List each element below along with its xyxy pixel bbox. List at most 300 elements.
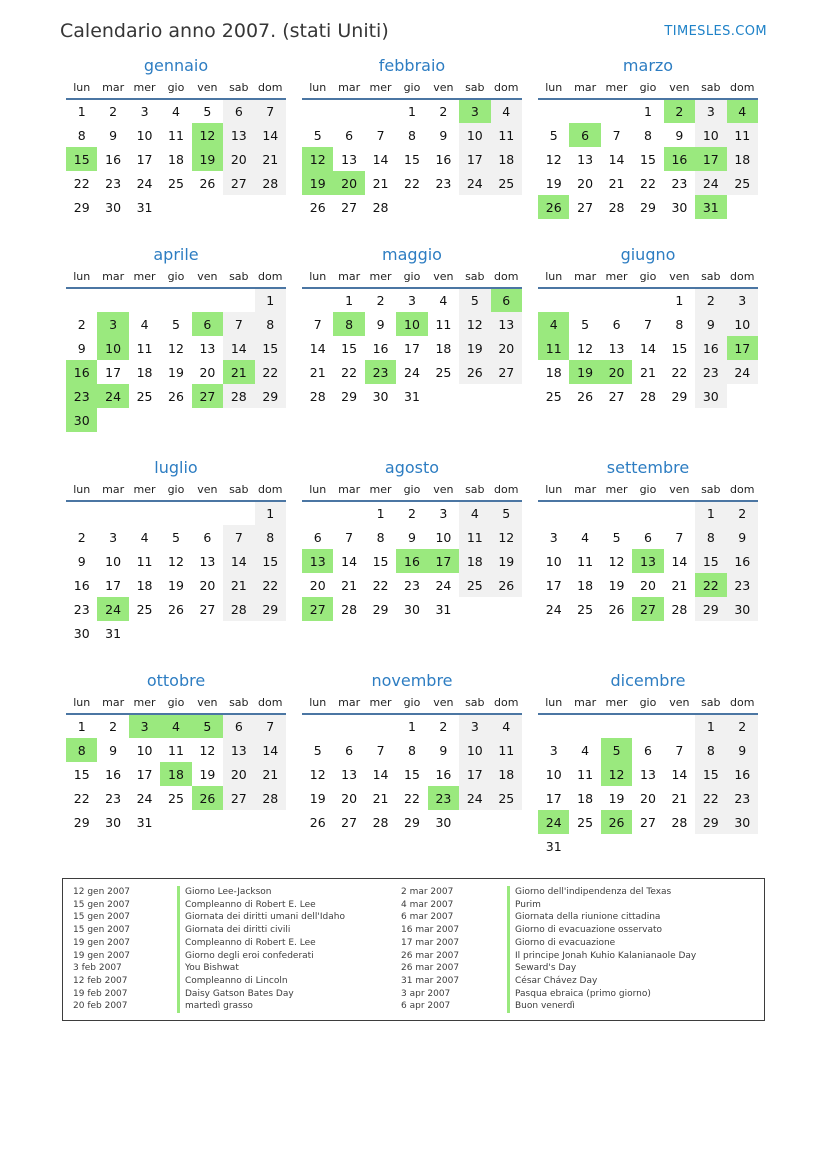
day-cell: 10 [435,529,452,545]
day-cell: 17 [459,147,490,171]
week-row [538,738,758,762]
day-cell: 16 [727,762,758,786]
day-cell: 6 [644,529,652,545]
day-cell: 1 [408,104,416,119]
day-cell: 13 [223,738,254,762]
month-table [302,480,522,621]
day-cell [459,195,490,219]
day-cell: 13 [341,151,358,167]
month-title: gennaio [143,56,209,75]
day-cell: 23 [105,790,122,806]
legend-date: 26 mar 2007 [401,963,460,974]
week-row [302,123,522,147]
day-cell [66,501,97,525]
week-row [302,786,522,810]
day-cell: 30 [105,199,122,215]
day-cell: 12 [545,151,562,167]
weekday-header: mer [601,480,632,501]
day-cell: 1 [77,104,86,119]
day-cell [491,810,522,834]
day-cell [601,714,632,738]
day-cell: 10 [396,312,427,336]
day-cell: 19 [608,790,625,806]
weekday-header: mar [97,267,128,288]
day-cell: 28 [608,199,625,215]
weekday-header: sab [459,693,490,714]
day-cell: 5 [491,501,522,525]
month-table [302,78,522,219]
legend-event: Compleanno di Robert E. Lee [177,899,401,912]
month-maggio [302,245,522,408]
day-cell: 25 [491,171,522,195]
day-cell: 15 [695,549,726,573]
day-cell: 14 [255,738,286,762]
day-cell [160,288,191,312]
day-cell: 13 [608,340,625,356]
day-cell: 6 [569,123,600,147]
page-title: Calendario anno 2007. (stati Uniti) [60,20,389,42]
legend-event: Giorno dell'indipendenza del Texas [507,886,754,899]
day-cell [365,714,396,738]
day-cell: 22 [255,360,286,384]
month-title: agosto [384,458,440,477]
day-cell: 15 [341,340,358,356]
day-cell: 22 [73,175,90,191]
day-cell: 8 [408,127,416,143]
day-cell: 16 [695,336,726,360]
weekday-header: lun [538,78,569,99]
weekday-header: mar [333,267,364,288]
day-cell: 13 [223,123,254,147]
day-cell: 26 [199,175,216,191]
day-cell: 24 [136,790,153,806]
weekday-header: gio [632,693,663,714]
day-cell: 30 [695,384,726,408]
weekday-header: mer [601,693,632,714]
day-cell: 27 [223,171,254,195]
day-cell: 1 [408,719,416,734]
week-row [302,810,522,834]
month-table [302,267,522,408]
day-cell: 17 [727,336,758,360]
week-row [538,525,758,549]
day-cell: 10 [545,766,562,782]
day-cell: 1 [255,501,286,525]
day-cell [160,810,191,834]
day-cell: 16 [66,360,97,384]
day-cell [333,501,364,525]
week-row [302,597,522,621]
day-cell: 11 [168,742,184,758]
weekday-header: dom [727,78,758,99]
day-cell: 9 [695,312,726,336]
weekday-header: gio [160,480,191,501]
weekday-header: ven [192,480,223,501]
month-title: dicembre [610,671,686,690]
weekday-header: mer [601,78,632,99]
weekday-header: mar [97,480,128,501]
month-table [66,78,286,219]
day-cell: 19 [569,360,600,384]
day-cell: 24 [459,171,490,195]
day-cell: 18 [577,577,594,593]
legend-date: 6 mar 2007 [401,912,454,923]
day-cell: 13 [199,553,216,569]
month-table [66,480,286,645]
week-row [302,384,522,408]
day-cell: 2 [109,719,118,734]
day-cell [129,288,160,312]
day-cell: 17 [136,766,153,782]
day-cell [192,810,223,834]
day-cell: 2 [77,529,86,545]
day-cell: 21 [255,762,286,786]
legend-event: Giornata dei diritti umani dell'Idaho [177,911,401,924]
day-cell: 13 [632,549,663,573]
weekday-header: sab [695,267,726,288]
day-cell: 29 [640,199,656,215]
day-cell [302,99,333,123]
day-cell: 10 [459,123,490,147]
legend-date: 19 gen 2007 [73,937,131,948]
day-cell: 28 [223,597,254,621]
month-gennaio [66,56,286,219]
week-row [538,834,758,858]
day-cell: 22 [73,790,90,806]
day-cell: 3 [408,293,416,308]
day-cell: 6 [223,99,254,123]
day-cell: 7 [644,316,652,332]
weekday-header: sab [459,267,490,288]
week-row [538,288,758,312]
day-cell: 25 [459,573,490,597]
day-cell [192,195,223,219]
day-cell [491,384,522,408]
weekday-header: lun [302,480,333,501]
day-cell [302,714,333,738]
weekday-header: gio [632,480,663,501]
month-table [302,693,522,834]
day-cell: 10 [695,123,726,147]
day-cell: 2 [439,719,448,734]
legend-date: 26 mar 2007 [401,950,460,961]
legend-event: Compleanno di Lincoln [177,975,401,988]
week-row [538,786,758,810]
day-cell: 23 [404,577,420,593]
day-cell: 30 [372,388,389,404]
day-cell: 25 [491,786,522,810]
week-row [66,714,286,738]
week-row [538,501,758,525]
day-cell: 15 [695,762,726,786]
day-cell: 19 [545,175,562,191]
day-cell [538,288,569,312]
week-row [302,762,522,786]
day-cell: 24 [97,384,128,408]
day-cell: 9 [376,316,385,332]
months-grid [0,42,827,858]
weekday-header: lun [538,267,569,288]
day-cell: 14 [341,553,358,569]
day-cell: 24 [136,175,153,191]
weekday-header: ven [192,693,223,714]
day-cell: 29 [73,814,90,830]
day-cell [255,621,286,645]
day-cell [160,408,191,432]
week-row [66,360,286,384]
day-cell [302,501,333,525]
month-table [538,480,758,621]
day-cell [459,810,490,834]
day-cell: 27 [491,360,522,384]
day-cell: 12 [309,766,326,782]
weekday-header: dom [255,78,286,99]
week-row [66,336,286,360]
day-cell [601,99,632,123]
day-cell: 22 [404,790,420,806]
day-cell: 21 [341,577,358,593]
weekday-header: mer [129,480,160,501]
day-cell [569,834,600,858]
legend-date: 31 mar 2007 [401,975,460,986]
legend-row [73,924,754,937]
day-cell: 26 [601,810,632,834]
week-row [302,573,522,597]
day-cell: 3 [97,312,128,336]
month-marzo [538,56,758,219]
legend-row [73,911,754,924]
day-cell: 18 [491,762,522,786]
day-cell: 29 [695,810,726,834]
day-cell: 7 [675,742,684,758]
day-cell [459,597,490,621]
legend-date: 4 mar 2007 [401,899,454,910]
weekday-header: mar [569,78,600,99]
weekday-header: gio [632,267,663,288]
day-cell: 23 [695,360,726,384]
day-cell: 19 [459,336,490,360]
day-cell [255,408,286,432]
day-cell: 12 [577,340,594,356]
legend-row [73,975,754,988]
week-row [538,384,758,408]
day-cell [727,384,758,408]
month-title: maggio [382,245,442,264]
legend-date: 15 gen 2007 [73,899,131,910]
day-cell: 10 [545,553,562,569]
day-cell [632,288,663,312]
week-row [66,573,286,597]
day-cell: 10 [136,742,153,758]
day-cell: 3 [109,529,118,545]
page-header [0,0,827,42]
day-cell: 11 [136,340,153,356]
day-cell: 8 [675,316,684,332]
legend-event: You Bishwat [177,962,401,975]
week-row [66,786,286,810]
weekday-header: sab [223,480,254,501]
day-cell: 8 [695,525,726,549]
day-cell: 12 [459,312,490,336]
day-cell: 30 [727,597,758,621]
weekday-header: mer [601,267,632,288]
month-table [66,267,286,432]
legend-date: 15 gen 2007 [73,925,131,936]
day-cell: 5 [203,104,212,119]
week-row [66,525,286,549]
weekday-header: ven [664,693,695,714]
day-cell: 19 [309,790,326,806]
week-row [302,171,522,195]
week-row [538,810,758,834]
day-cell: 24 [435,577,452,593]
day-cell: 16 [435,151,452,167]
legend-event: Giornata dei diritti civili [177,924,401,937]
day-cell: 12 [168,553,184,569]
day-cell: 8 [644,127,652,143]
day-cell: 2 [439,104,448,119]
day-cell: 17 [105,577,122,593]
day-cell: 15 [73,766,90,782]
day-cell: 11 [435,316,452,332]
week-row [538,123,758,147]
day-cell: 15 [255,549,286,573]
day-cell: 19 [192,147,223,171]
day-cell: 25 [168,790,184,806]
day-cell: 9 [77,340,86,356]
day-cell: 27 [640,814,656,830]
day-cell: 29 [671,388,688,404]
day-cell: 25 [577,814,594,830]
day-cell: 14 [309,340,326,356]
weekday-header: lun [66,267,97,288]
day-cell: 4 [727,99,758,123]
day-cell: 15 [372,553,389,569]
day-cell: 27 [223,786,254,810]
day-cell: 10 [459,738,490,762]
day-cell: 4 [538,312,569,336]
day-cell [569,501,600,525]
day-cell [365,99,396,123]
day-cell: 14 [671,766,688,782]
day-cell: 17 [136,151,153,167]
weekday-header: ven [428,78,459,99]
week-row [66,408,286,432]
day-cell: 12 [491,525,522,549]
day-cell: 12 [168,340,184,356]
day-cell: 2 [727,501,758,525]
month-agosto [302,458,522,621]
day-cell [255,810,286,834]
month-table [66,693,286,834]
day-cell: 23 [105,175,122,191]
day-cell: 2 [695,288,726,312]
month-title: luglio [154,458,198,477]
day-cell: 12 [601,762,632,786]
day-cell: 30 [727,810,758,834]
day-cell: 26 [309,814,326,830]
day-cell [192,501,223,525]
day-cell: 11 [459,525,490,549]
day-cell: 5 [192,714,223,738]
week-row [66,288,286,312]
day-cell: 11 [538,336,569,360]
day-cell: 3 [459,714,490,738]
day-cell: 14 [671,553,688,569]
month-title: febbraio [378,56,446,75]
week-row [538,99,758,123]
day-cell: 2 [408,506,416,521]
day-cell: 20 [640,790,656,806]
day-cell: 14 [372,151,389,167]
day-cell: 16 [664,147,695,171]
day-cell: 20 [601,360,632,384]
day-cell: 7 [255,714,286,738]
week-row [538,573,758,597]
day-cell: 22 [671,364,688,380]
day-cell: 21 [671,577,688,593]
day-cell: 31 [695,195,726,219]
site-link[interactable]: TIMESLES.COM [664,24,767,39]
day-cell: 1 [345,293,354,308]
weekday-header: ven [428,693,459,714]
day-cell: 23 [435,175,452,191]
legend-row [73,950,754,963]
day-cell: 24 [404,364,420,380]
legend-date: 19 feb 2007 [73,988,128,999]
weekday-header: mar [569,693,600,714]
day-cell: 1 [77,719,86,734]
day-cell: 6 [345,742,354,758]
day-cell: 7 [223,525,254,549]
weekday-header: ven [428,267,459,288]
weekday-header: dom [727,693,758,714]
day-cell: 6 [491,288,522,312]
day-cell: 3 [695,99,726,123]
day-cell [538,714,569,738]
day-cell [538,99,569,123]
legend-event: Giorno Lee-Jackson [177,886,401,899]
day-cell [223,810,254,834]
day-cell: 18 [160,762,191,786]
day-cell: 26 [168,388,184,404]
day-cell [601,834,632,858]
day-cell: 2 [376,293,385,308]
week-row [302,525,522,549]
legend-row [73,1000,754,1013]
day-cell: 6 [192,312,223,336]
day-cell: 17 [459,762,490,786]
day-cell: 7 [376,742,385,758]
week-row [66,762,286,786]
day-cell: 28 [255,171,286,195]
month-novembre [302,671,522,834]
day-cell: 6 [313,529,322,545]
week-row [66,99,286,123]
legend-date: 15 gen 2007 [73,912,131,923]
weekday-header: sab [223,693,254,714]
day-cell: 19 [302,171,333,195]
day-cell: 24 [695,171,726,195]
weekday-header: sab [223,78,254,99]
day-cell [223,501,254,525]
day-cell: 7 [675,529,684,545]
weekday-header: ven [192,267,223,288]
day-cell: 4 [140,529,149,545]
month-febbraio [302,56,522,219]
month-table [538,693,758,858]
day-cell: 20 [333,171,364,195]
